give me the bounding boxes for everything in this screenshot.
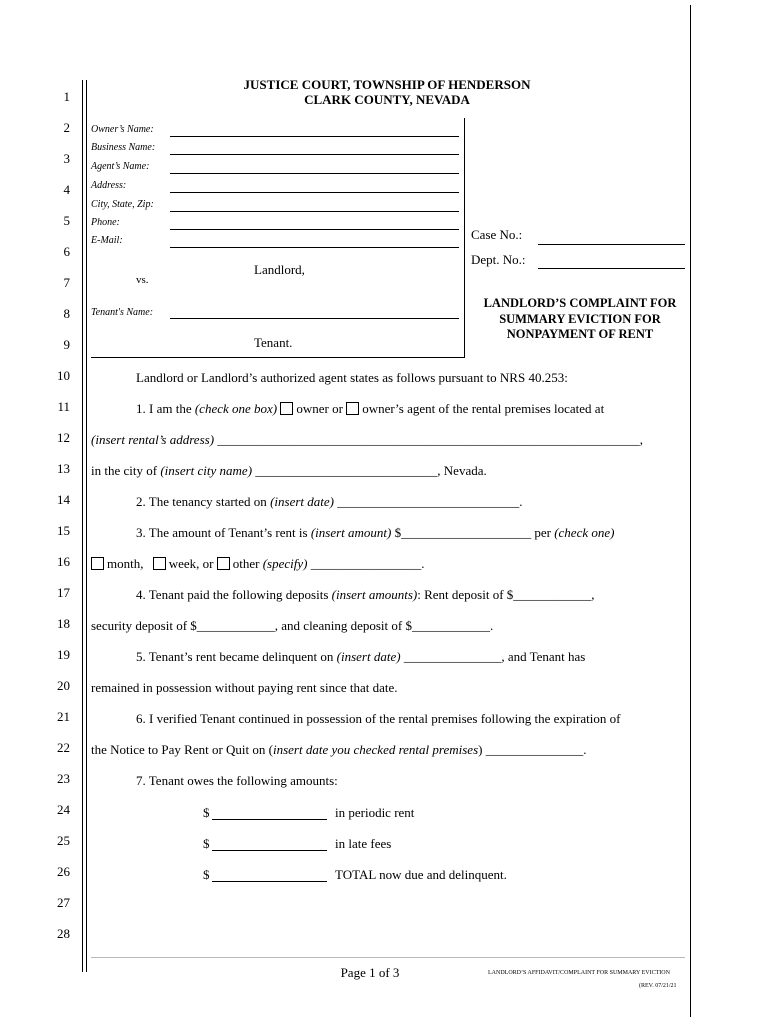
city-state-zip-field[interactable] [170, 211, 459, 212]
week-option-label: week, or [168, 556, 214, 571]
periodic-rent-dollar: $ [203, 805, 210, 820]
tenants-name-field[interactable] [170, 318, 459, 319]
line-number: 20 [57, 678, 70, 693]
delinquent-date-blank[interactable]: _______________, and Tenant has [400, 649, 586, 664]
phone-label: Phone: [91, 217, 120, 228]
line-number: 28 [57, 926, 70, 941]
form-title-footer: LANDLORD’S AFFIDAVIT/COMPLAINT FOR SUMMARY EVICTION [488, 970, 670, 976]
line-number: 4 [63, 182, 70, 197]
paragraph-2 [136, 494, 522, 510]
line-number: 15 [57, 523, 70, 538]
other-checkbox[interactable] [217, 557, 230, 570]
paragraph-4-text: 4. Tenant paid the following deposits [136, 587, 332, 602]
notice-date-prefix: the Notice to Pay Rent or Quit on ( [91, 742, 273, 757]
total-due-field[interactable] [212, 881, 327, 882]
county-title: CLARK COUNTY, NEVADA [304, 92, 470, 107]
email-label: E-Mail: [91, 235, 123, 246]
court-title: JUSTICE COURT, TOWNSHIP OF HENDERSON [243, 77, 531, 92]
tenancy-date-blank[interactable]: ____________________________. [333, 494, 523, 509]
versus-label: vs. [136, 274, 149, 286]
phone-field[interactable] [170, 229, 459, 230]
other-option-label: other [232, 556, 263, 571]
line-number: 23 [57, 771, 70, 786]
line-number: 7 [63, 275, 70, 290]
revision-label: (REV. 07/21/21 [639, 983, 677, 989]
page-number: Page 1 of 3 [340, 965, 400, 980]
line-number: 24 [57, 802, 70, 817]
case-number-field[interactable] [538, 244, 685, 245]
right-margin-rule [690, 5, 691, 1017]
paragraph-1-text: 1. I am the [136, 401, 195, 416]
line-number: 12 [57, 430, 70, 445]
rent-period-line [91, 556, 424, 572]
intro-statement: Landlord or Landlord’s authorized agent states as follows pursuant to NRS 40.253: [136, 370, 568, 385]
caption-box-right-border [464, 118, 465, 358]
paragraph-1 [136, 401, 604, 417]
line-number: 5 [63, 213, 70, 228]
city-line-prefix: in the city of [91, 463, 161, 478]
line-number: 25 [57, 833, 70, 848]
address-label: Address: [91, 180, 127, 191]
total-due-label: TOTAL now due and delinquent. [335, 867, 507, 882]
rental-address-hint: (insert rental’s address) [91, 432, 215, 447]
late-fees-dollar: $ [203, 836, 210, 851]
paragraph-3 [136, 525, 614, 541]
possession-line: remained in possession without paying rent since that date. [91, 680, 398, 695]
deposits-line[interactable]: security deposit of $____________, and cleaning deposit of $____________. [91, 618, 494, 633]
document-title-line-3: NONPAYMENT OF RENT [506, 327, 654, 341]
line-number: 2 [63, 120, 70, 135]
line-number: 19 [57, 647, 70, 662]
month-option-label: month, [107, 556, 144, 571]
email-field[interactable] [170, 247, 459, 248]
dept-number-field[interactable] [538, 268, 685, 269]
deposit-amounts-hint: (insert amounts) [331, 587, 418, 602]
month-checkbox[interactable] [91, 557, 104, 570]
line-number: 10 [57, 368, 70, 383]
line-number: 21 [57, 709, 70, 724]
tenants-name-label: Tenant's Name: [91, 307, 154, 318]
line-number: 8 [63, 306, 70, 321]
paragraph-3-text: 3. The amount of Tenant’s rent is [136, 525, 311, 540]
case-number-label: Case No.: [471, 227, 523, 242]
total-due-dollar: $ [203, 867, 210, 882]
caption-box-bottom-border [91, 357, 465, 358]
paragraph-5 [136, 649, 585, 665]
owners-name-label: Owner’s Name: [91, 124, 154, 135]
left-margin-rule-outer [82, 80, 83, 972]
line-number: 9 [63, 337, 70, 352]
business-name-label: Business Name: [91, 142, 156, 153]
owners-name-field[interactable] [170, 136, 459, 137]
rent-deposit-blank[interactable]: : Rent deposit of $____________, [417, 587, 595, 602]
line-number: 3 [63, 151, 70, 166]
periodic-rent-label: in periodic rent [335, 805, 415, 820]
line-number: 14 [57, 492, 70, 507]
delinquent-date-hint: (insert date) [336, 649, 401, 664]
owners-agent-option-label: owner’s agent of the rental premises located at [362, 401, 605, 416]
paragraph-6: 6. I verified Tenant continued in possession of the rental premises following the expiration of [136, 711, 621, 726]
city-line [91, 463, 487, 479]
city-name-hint: (insert city name) [160, 463, 253, 478]
landlord-label: Landlord, [254, 262, 305, 277]
left-margin-rule-inner [86, 80, 87, 972]
line-number: 1 [63, 89, 70, 104]
rental-address-line [91, 432, 643, 448]
footer-rule [91, 957, 685, 958]
line-number: 17 [57, 585, 70, 600]
owners-agent-checkbox[interactable] [346, 402, 359, 415]
notice-date-hint: insert date you checked rental premises [272, 742, 479, 757]
rent-amount-hint: (insert amount) [310, 525, 392, 540]
week-checkbox[interactable] [153, 557, 166, 570]
line-number: 6 [63, 244, 70, 259]
line-number: 13 [57, 461, 70, 476]
address-field[interactable] [170, 192, 459, 193]
document-title-line-2: SUMMARY EVICTION FOR [499, 312, 661, 326]
agents-name-label: Agent’s Name: [91, 161, 150, 172]
paragraph-2-text: 2. The tenancy started on [136, 494, 271, 509]
line-number: 18 [57, 616, 70, 631]
owner-option-label: owner or [296, 401, 343, 416]
paragraph-4 [136, 587, 595, 603]
business-name-field[interactable] [170, 154, 459, 155]
rent-period-hint: (check one) [554, 525, 615, 540]
dept-number-label: Dept. No.: [471, 252, 526, 267]
periodic-rent-field[interactable] [212, 819, 327, 820]
paragraph-7: 7. Tenant owes the following amounts: [136, 773, 338, 788]
city-name-blank[interactable]: ____________________________, Nevada. [252, 463, 487, 478]
late-fees-field[interactable] [212, 850, 327, 851]
document-title-line-1: LANDLORD’S COMPLAINT FOR [483, 296, 677, 310]
notice-date-blank[interactable]: ) _______________. [478, 742, 587, 757]
line-number: 27 [57, 895, 70, 910]
rent-amount-blank[interactable]: $____________________ per [391, 525, 555, 540]
other-period-blank[interactable]: _________________. [307, 556, 425, 571]
check-one-hint: (check one box) [194, 401, 278, 416]
agents-name-field[interactable] [170, 173, 459, 174]
paragraph-5-text: 5. Tenant’s rent became delinquent on [136, 649, 337, 664]
line-number: 11 [57, 399, 70, 414]
tenancy-date-hint: (insert date) [270, 494, 334, 509]
line-number: 26 [57, 864, 70, 879]
tenant-label: Tenant. [254, 335, 293, 350]
line-number: 22 [57, 740, 70, 755]
notice-date-line [91, 742, 586, 758]
rental-address-blank[interactable]: _________________________________________________________________, [214, 432, 644, 447]
late-fees-label: in late fees [335, 836, 392, 851]
owner-checkbox[interactable] [280, 402, 293, 415]
city-state-zip-label: City, State, Zip: [91, 199, 154, 210]
specify-hint: (specify) [262, 556, 308, 571]
line-number: 16 [57, 554, 70, 569]
